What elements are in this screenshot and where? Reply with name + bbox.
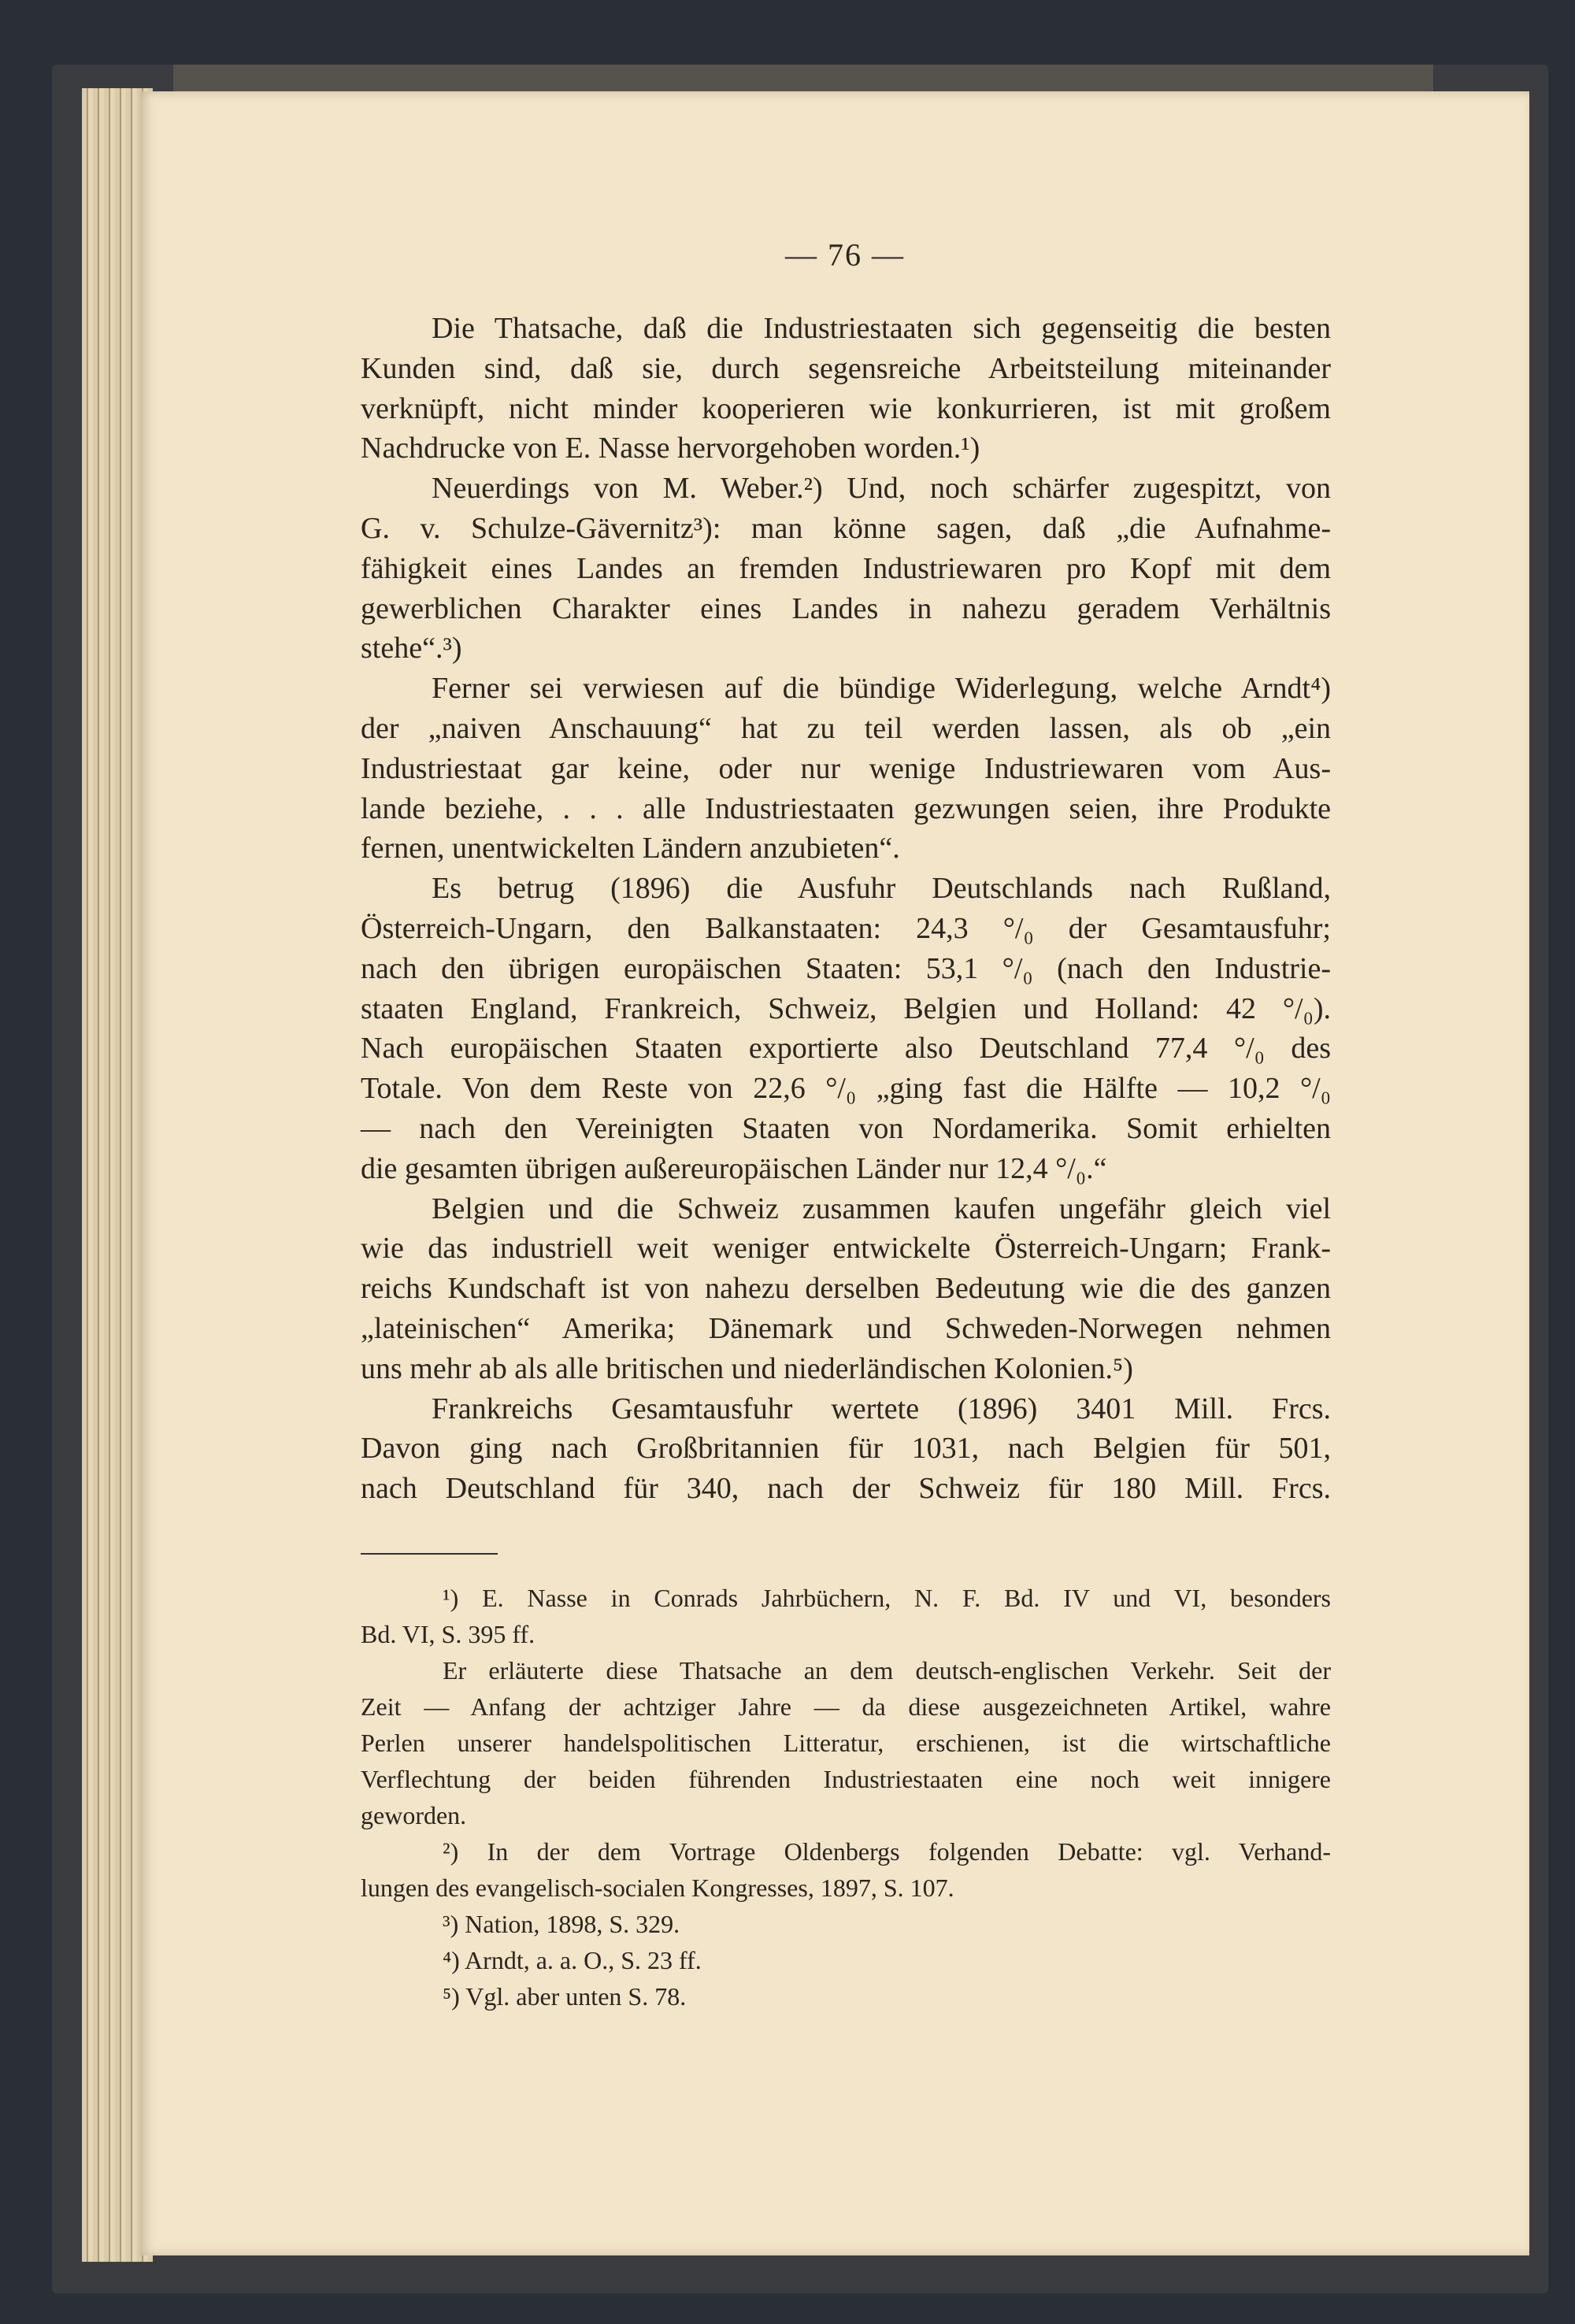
footnote-line: Bd. VI, S. 395 ff. <box>361 1620 536 1648</box>
book-cover-top-edge <box>173 65 1433 93</box>
text-line: Belgien und die Schweiz zusammen kaufen ungefähr gleich viel <box>432 1192 1331 1225</box>
text-line: der „naiven Anschauung“ hat zu teil werden lassen, als ob „ein <box>361 711 1331 745</box>
text-line: Kunden sind, daß sie, durch segensreiche Arbeitsteilung miteinander <box>361 351 1331 385</box>
footnote-line: Zeit — Anfang der achtziger Jahre — da diese ausgezeichneten Artikel, wahre <box>361 1692 1331 1721</box>
text-line: Österreich-Ungarn, den Balkanstaaten: 24,3 °/₀ der Gesamtausfuhr; <box>361 911 1331 945</box>
text-line: Davon ging nach Großbritannien für 1031, nach Belgien für 501, <box>361 1432 1331 1466</box>
text-line: die gesamten übrigen außereuropäischen Länder nur 12,4 °/₀.“ <box>361 1151 1107 1185</box>
footnote-line: geworden. <box>361 1801 467 1829</box>
text-line: lande beziehe, . . . alle Industriestaaten gezwungen seien, ihre Produkte <box>361 791 1331 825</box>
footnote-line: ⁴) Arndt, a. a. O., S. 23 ff. <box>443 1946 702 1974</box>
footnote-line: Perlen unserer handelspolitischen Litteratur, erschienen, ist die wirtschaftliche <box>361 1729 1331 1757</box>
text-line: verknüpft, nicht minder kooperieren wie konkurrieren, ist mit großem <box>361 391 1331 425</box>
text-line: Ferner sei verwiesen auf die bündige Widerlegung, welche Arndt⁴) <box>432 672 1331 706</box>
text-line: Neuerdings von M. Weber.²) Und, noch schärfer zugespitzt, von <box>432 472 1331 506</box>
footnotes <box>361 1580 1331 2015</box>
text-line: wie das industriell weit weniger entwickelte Österreich-Ungarn; Frank- <box>361 1232 1331 1266</box>
footnote-line: ¹) E. Nasse in Conrads Jahrbüchern, N. F. Bd. IV und VI, besonders <box>443 1584 1331 1612</box>
page-number: — 76 — <box>785 237 905 272</box>
text-line: „lateinischen“ Amerika; Dänemark und Schweden-Norwegen nehmen <box>361 1311 1331 1345</box>
text-line: stehe“.³) <box>361 632 462 665</box>
footnote-line: Verflechtung der beiden führenden Industriestaaten eine noch weit innigere <box>361 1765 1331 1793</box>
text-line: Totale. Von dem Reste von 22,6 °/₀ „ging fast die Hälfte — 10,2 °/₀ <box>361 1072 1331 1106</box>
footnote-line: ³) Nation, 1898, S. 329. <box>443 1910 680 1938</box>
text-line: uns mehr ab als alle britischen und niederländischen Kolonien.⁵) <box>361 1351 1133 1385</box>
text-line: Nachdrucke von E. Nasse hervorgehoben worden.¹) <box>361 432 980 465</box>
text-line: gewerblichen Charakter eines Landes in nahezu geradem Verhältnis <box>361 591 1331 625</box>
footnote-divider <box>361 1553 498 1555</box>
text-line: Frankreichs Gesamtausfuhr wertete (1896) 3401 Mill. Frcs. <box>432 1392 1331 1425</box>
text-line: G. v. Schulze-Gävernitz³): man könne sagen, daß „die Aufnahme- <box>361 511 1331 545</box>
footnote-line: ²) In der dem Vortrage Oldenbergs folgenden Debatte: vgl. Verhand- <box>443 1837 1331 1866</box>
footnote-line: Er erläuterte diese Thatsache an dem deutsch-englischen Verkehr. Seit der <box>443 1656 1331 1685</box>
text-line: staaten England, Frankreich, Schweiz, Belgien und Holland: 42 °/₀). <box>361 991 1331 1025</box>
footnote-line: lungen des evangelisch-socialen Kongresses, 1897, S. 107. <box>361 1874 954 1902</box>
text-line: — nach den Vereinigten Staaten von Nordamerika. Somit erhielten <box>361 1111 1331 1145</box>
footnote-line: ⁵) Vgl. aber unten S. 78. <box>443 1982 687 2011</box>
body-text <box>361 309 1331 1509</box>
text-line: fähigkeit eines Landes an fremden Industriewaren pro Kopf mit dem <box>361 551 1331 585</box>
text-line: reichs Kundschaft ist von nahezu derselben Bedeutung wie die des ganzen <box>361 1272 1331 1306</box>
text-line: nach den übrigen europäischen Staaten: 53,1 °/₀ (nach den Industrie- <box>361 951 1331 985</box>
text-line: Industriestaat gar keine, oder nur wenige Industriewaren vom Aus- <box>361 751 1331 785</box>
text-line: Es betrug (1896) die Ausfuhr Deutschlands nach Rußland, <box>432 872 1331 906</box>
text-line: Die Thatsache, daß die Industriestaaten sich gegenseitig die besten <box>432 312 1331 345</box>
text-line: Nach europäischen Staaten exportierte also Deutschland 77,4 °/₀ des <box>361 1032 1331 1066</box>
text-line: fernen, unentwickelten Ländern anzubieten“. <box>361 832 900 865</box>
text-line: nach Deutschland für 340, nach der Schweiz für 180 Mill. Frcs. <box>361 1472 1331 1506</box>
